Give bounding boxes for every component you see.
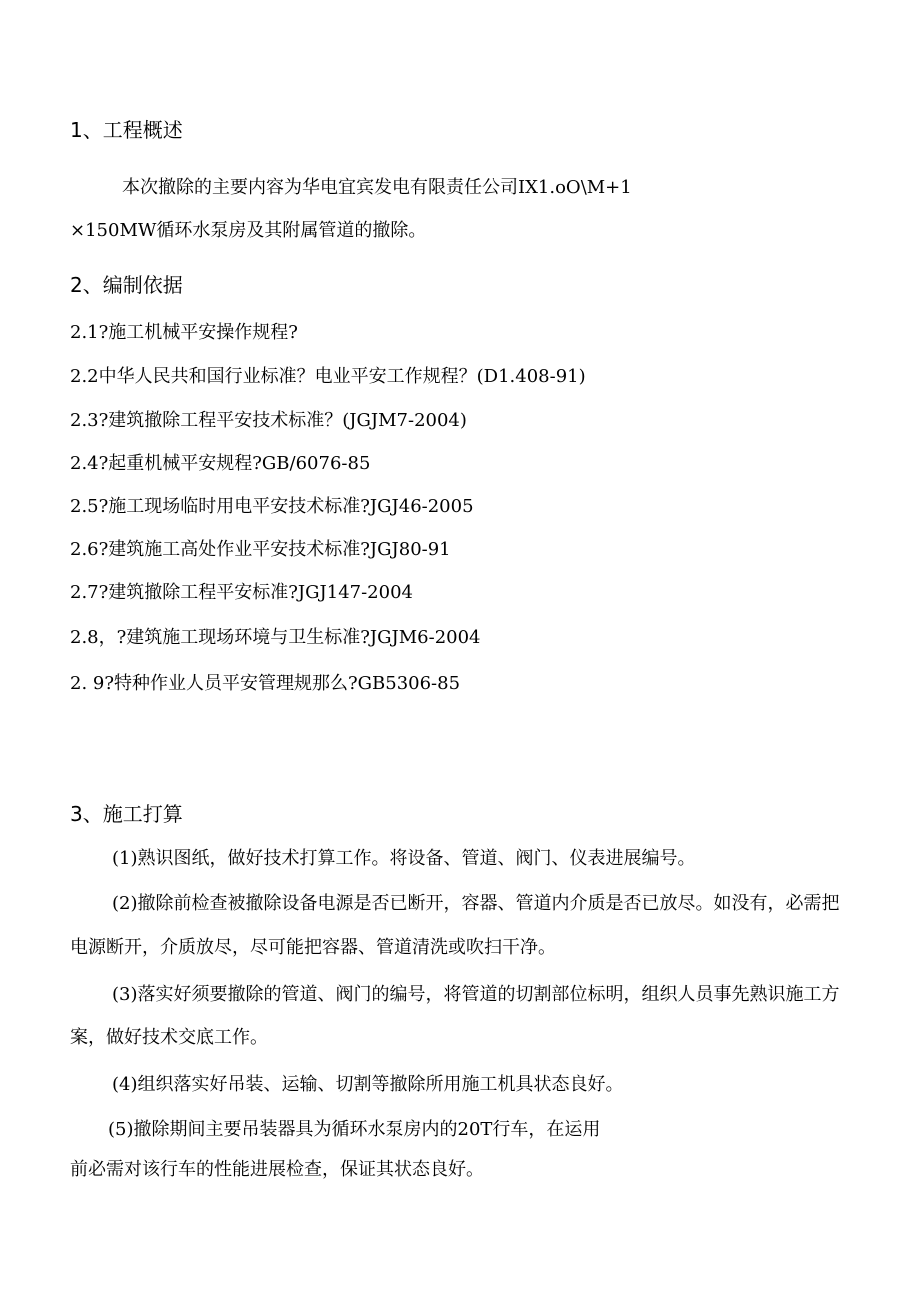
list-item: 2.5?施工现场临时用电平安技术标准?JGJ46-2005 (70, 496, 474, 517)
paragraph-line: (1)熟识图纸，做好技术打算工作。将设备、管道、阀门、仪表进展编号。 (112, 848, 696, 869)
paragraph-line: (3)落实好须要撤除的管道、阀门的编号，将管道的切割部位标明，组织人员事先熟识施工方 (112, 984, 840, 1005)
paragraph-line: 案，做好技术交底工作。 (70, 1027, 268, 1048)
paragraph-line: (2)撤除前检查被撤除设备电源是否已断开，容器、管道内介质是否已放尽。如没有，必需把 (112, 893, 840, 914)
list-item: 2.4?起重机械平安规程?GB/6076-85 (70, 453, 371, 474)
section-heading-overview: 1、工程概述 (70, 118, 183, 142)
section-heading-preparation: 3、施工打算 (70, 802, 183, 826)
list-item: 2. 9?特种作业人员平安管理规那么?GB5306-85 (70, 673, 461, 694)
list-item: 2.6?建筑施工高处作业平安技术标准?JGJ80-91 (70, 539, 451, 560)
paragraph-line: (4)组织落实好吊装、运输、切割等撤除所用施工机具状态良好。 (112, 1074, 624, 1095)
paragraph-line: (5)撤除期间主要吊装器具为循环水泵房内的20T行车，在运用 (108, 1119, 601, 1140)
list-item: 2.1?施工机械平安操作规程? (70, 322, 298, 343)
section-heading-basis: 2、编制依据 (70, 273, 183, 297)
paragraph-line: 前必需对该行车的性能进展检查，保证其状态良好。 (70, 1159, 484, 1180)
list-item: 2.2中华人民共和国行业标准？电业平安工作规程？(D1.408-91) (70, 366, 586, 387)
list-item: 2.3?建筑撤除工程平安技术标准？(JGJM7-2004) (70, 410, 467, 431)
paragraph-line: 电源断开，介质放尽，尽可能把容器、管道清洗或吹扫干净。 (70, 937, 556, 958)
paragraph-line: 本次撤除的主要内容为华电宜宾发电有限责任公司IX1.oO\M+1 (122, 177, 632, 198)
list-item: 2.8，?建筑施工现场环境与卫生标准?JGJM6-2004 (70, 627, 481, 648)
list-item: 2.7?建筑撤除工程平安标准?JGJ147-2004 (70, 582, 413, 603)
paragraph-line: ×150MW循环水泵房及其附属管道的撤除。 (70, 220, 427, 241)
